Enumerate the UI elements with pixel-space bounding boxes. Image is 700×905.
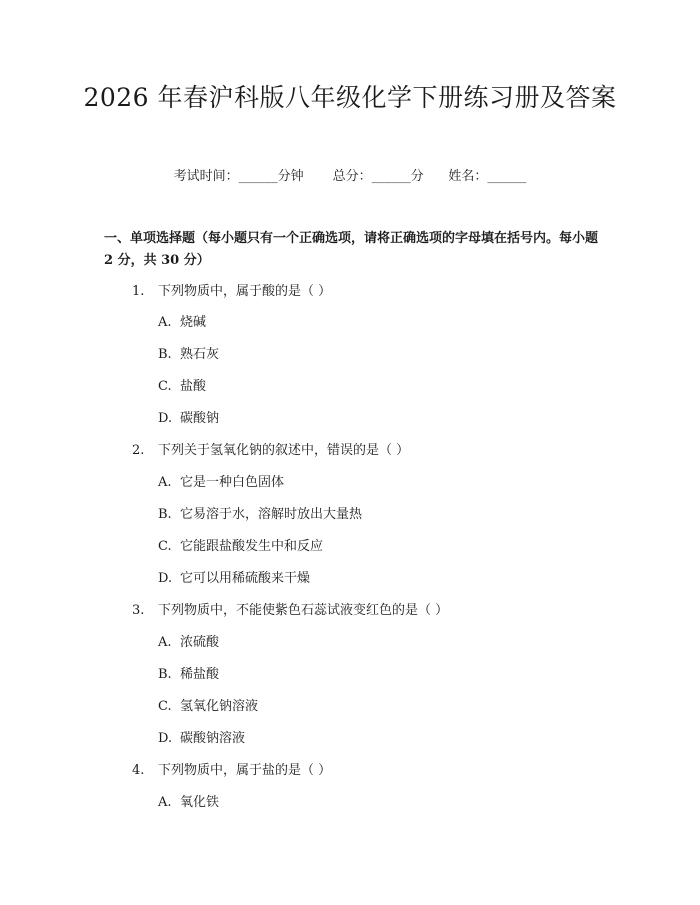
question-text: 下列物质中，属于酸的是（ ） <box>158 284 332 299</box>
question-text: 下列物质中，属于盐的是（ ） <box>158 763 332 778</box>
section-heading: 一、单项选择题（每小题只有一个正确选项，请将正确选项的字母填在括号内。每小题 2 分，共 30 分） <box>104 231 599 268</box>
name-label: 姓名： <box>448 169 488 184</box>
option-letter: C. <box>158 539 172 554</box>
score-unit: 分 <box>410 169 424 184</box>
option-letter: B. <box>158 347 172 362</box>
question-number: 4. <box>132 763 145 778</box>
option-text: 氢氧化钠溶液 <box>180 699 259 714</box>
option-text: 烧碱 <box>180 315 207 330</box>
score-blank: ______ <box>371 169 411 184</box>
time-blank: ______ <box>238 169 278 184</box>
option-letter: D. <box>158 411 173 426</box>
option-text: 它可以用稀硫酸来干燥 <box>180 571 311 586</box>
question-number: 3. <box>132 603 145 618</box>
name-blank: ______ <box>487 169 527 184</box>
option-letter: C. <box>158 699 172 714</box>
question-number: 2. <box>132 443 145 458</box>
option-text: 它能跟盐酸发生中和反应 <box>180 539 324 554</box>
document-title: 2026 年春沪科版八年级化学下册练习册及答案 <box>83 83 617 112</box>
exam-info-line <box>0 167 700 187</box>
option-letter: A. <box>158 635 172 650</box>
option-letter: D. <box>158 731 173 746</box>
option-letter: D. <box>158 571 173 586</box>
option-letter: B. <box>158 667 172 682</box>
option-letter: A. <box>158 795 172 810</box>
option-text: 碳酸钠溶液 <box>180 731 246 746</box>
question-number: 1. <box>132 284 145 299</box>
time-unit: 分钟 <box>277 169 304 184</box>
option-text: 它易溶于水，溶解时放出大量热 <box>180 507 363 522</box>
option-text: 它是一种白色固体 <box>180 475 285 490</box>
option-text: 稀盐酸 <box>180 667 220 682</box>
time-label: 考试时间： <box>173 169 239 184</box>
option-text: 氧化铁 <box>180 795 220 810</box>
question-text: 下列物质中，不能使紫色石蕊试液变红色的是（ ） <box>158 603 449 618</box>
option-text: 浓硫酸 <box>180 635 220 650</box>
option-letter: A. <box>158 475 172 490</box>
option-letter: C. <box>158 379 172 394</box>
option-text: 盐酸 <box>180 379 207 394</box>
option-text: 碳酸钠 <box>180 411 220 426</box>
option-text: 熟石灰 <box>180 347 220 362</box>
score-label: 总分： <box>332 169 372 184</box>
question-text: 下列关于氢氧化钠的叙述中，错误的是（ ） <box>158 443 410 458</box>
option-letter: A. <box>158 315 172 330</box>
option-letter: B. <box>158 507 172 522</box>
